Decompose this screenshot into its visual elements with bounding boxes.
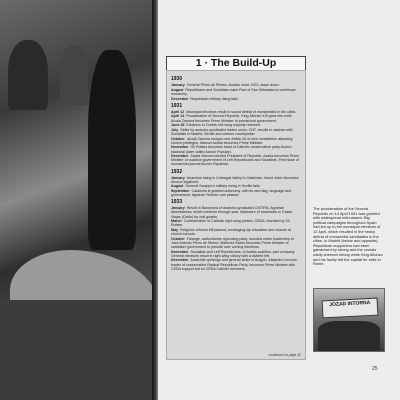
timeline-event [171, 145, 301, 153]
timeline-event [171, 88, 301, 96]
timeline-event-month: December [171, 258, 189, 263]
timeline-event-month: December [171, 96, 189, 101]
timeline-event-text: Socialists and Left Republicans, of Azaña coalition, part company. General elections result in right-wing victory with a divided left. [171, 249, 296, 258]
timeline-event-text: Strike by anarcho-syndicalist trades union, CNT, results in clashes with Socialists in Madrid, Seville and centres countrywide. [171, 127, 293, 136]
timeline-event [171, 83, 301, 87]
timeline-event-text: Republicans and Socialists make Pact of San Sebastian to overthrow monarchy. [171, 87, 296, 96]
timeline-event [171, 154, 301, 166]
timeline-event-text: Anarchist uprisings and general strike in Aragón. Alejandro Lerroux, leader of conservative Radical Republican Party, becomes Prime Minister with CEDA support but no CEDA Cabinet members. [171, 258, 298, 271]
timeline-event [171, 219, 301, 227]
timeline-event-month: August [171, 184, 184, 189]
sidebar-caption: The proclamation of the Second Republic on 14 April 1931 was greeted with widespread enthusiasm. Big political campaigns throughout Spain had led up to the municipal elections of 12 April, which resulted in the heavy defeat of monarchist candidates in the cities. In Madrid (below and opposite), Republican supporters had been galvanized by strong and the crowds wildly cheered victory while King Alfonso and his family left the capital for exile in Rome. [313, 206, 383, 267]
continued-note: continued on page 42 [268, 353, 301, 357]
timeline-event-text: Republican military rising fails. [190, 96, 239, 101]
inset-photograph [313, 288, 385, 352]
timeline-event-month: October [171, 136, 185, 141]
timeline-event-month: January [171, 206, 185, 211]
timeline-event [171, 228, 301, 236]
timeline-event-text: Gil Robles becomes head of Catholic conservative party Acción Nacional (later called Acción Popular). [171, 145, 292, 154]
chapter-title: 1 · The Build-Up [166, 56, 306, 71]
timeline-event-text: Proclamation of Second Republic. King Alfonso XIII goes into exile. Alcalá Zamora becomes Prime Minister of provisional government. [171, 114, 293, 123]
crowd-figure [60, 45, 88, 105]
timeline-event [171, 110, 301, 114]
timeline-event [171, 114, 301, 122]
timeline-event [171, 184, 301, 188]
timeline-event-month: September [171, 189, 190, 194]
timeline-event-month: June 28 [171, 123, 185, 128]
timeline-event [171, 176, 301, 184]
page-number: 25 [372, 366, 378, 372]
crowd-figure [318, 321, 380, 351]
timeline-event-month: October [171, 236, 185, 241]
crowd-figure [8, 40, 48, 110]
timeline-event [171, 258, 301, 270]
timeline-event-text: Revolt in Barcelona of anarcho-syndicalist CNT/FAI. Agrarian disturbances, which continue through year. Massacre of anarchists in Casas Viejas (Cádiz) by civil guards. [171, 206, 293, 219]
timeline-event [171, 189, 301, 197]
timeline-event-text: Religious reforms bill passed, envisaging lay education and closure of church schools. [171, 228, 291, 237]
timeline-event-month: November [171, 249, 189, 254]
timeline-event-month: January [171, 83, 185, 88]
timeline-year: 1931 [171, 102, 183, 109]
timeline-event [171, 123, 301, 127]
timeline-event-month: August [171, 87, 184, 92]
timeline-event-text: Falange, authoritarian right-wing party, founded under leadership of José Antonio Primo de Rivera. Martínez Barrio becomes Prime Minister of caretaker government to preside over coming elections. [171, 236, 294, 249]
standing-man-figure [88, 50, 136, 250]
timeline-event-text: General Sanjurjo's military rising in Seville fails. [185, 184, 261, 189]
timeline-event-text: Municipal elections result in sound defeat of monarchists in the cities. [186, 109, 297, 114]
timeline-year: 1933 [171, 199, 183, 206]
timeline-event [171, 97, 301, 101]
timeline-event-month: May [171, 228, 178, 233]
timeline-event [171, 128, 301, 136]
timeline-box [166, 70, 306, 360]
timeline-event [171, 137, 301, 145]
crowd-photograph [0, 0, 156, 400]
timeline-event-month: November [171, 145, 189, 150]
timeline-event-text: Catalonia is granted autonomy, with its own flag, language and government. Agrarian Reform Law passed. [171, 189, 292, 198]
timeline-event-month: July [171, 127, 179, 132]
timeline-event-month: April 12 [171, 109, 185, 114]
timeline-event-month: January [171, 175, 185, 180]
timeline-year: 1932 [171, 168, 183, 175]
car-body [0, 300, 156, 400]
timeline-event-text: Anarchist rising in Llobregat Valley in Catalonia. Jesuit order dissolved, divorce legalized. [171, 175, 300, 184]
timeline-event-text: Alcalá Zamora elected President of Republic. Azaña becomes Prime Minister of coalition government of Left Republicans and Socialists. First issue of monarchist journal Acción Española. [171, 154, 300, 167]
timeline-event-text: Confederation of Catholic right-wing parties, CEDA, founded by Gil Robles. [171, 219, 290, 228]
timeline-event-text: Alcalá Zamora resigns over Article 26 of new constitution attacking church privileges. Manuel Azaña becomes Prime Minister. [171, 136, 293, 145]
timeline-event-month: April 14 [171, 114, 185, 119]
timeline-event [171, 206, 301, 218]
timeline-event-month: December [171, 154, 189, 159]
timeline-event-month: March [171, 219, 182, 224]
timeline-event [171, 237, 301, 249]
timeline-event-text: General Primo de Rivera, dictator since 1923, steps down. [186, 83, 280, 88]
timeline-year: 1930 [171, 76, 183, 82]
protest-banner: JOZAD INTORNA [322, 298, 379, 319]
timeline-event-text: Elections to Cortes; left-wing majority returned. [186, 123, 261, 128]
timeline-event [171, 250, 301, 258]
